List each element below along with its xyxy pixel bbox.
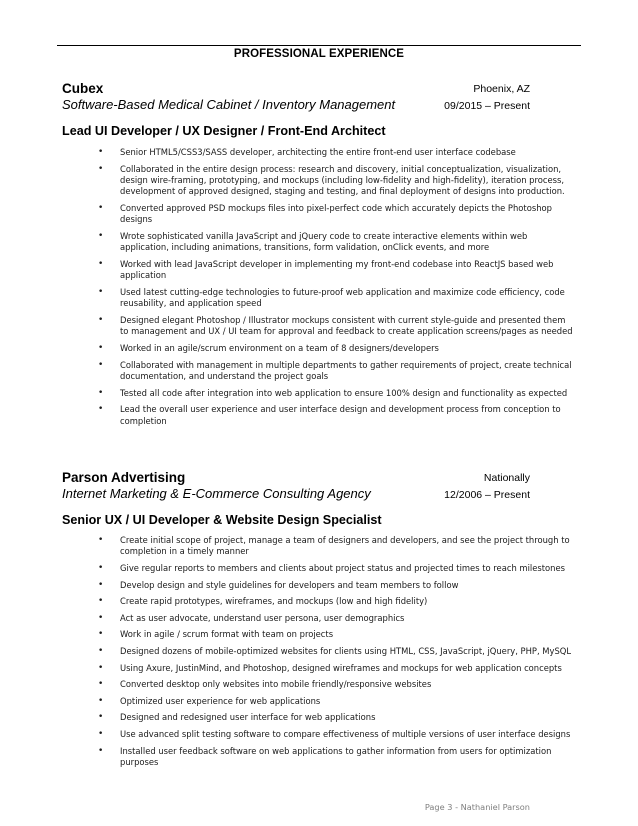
bullet-icon: • (98, 679, 104, 690)
company-name: Parson Advertising (62, 470, 186, 485)
company-tagline: Internet Marketing & E-Commerce Consulting Agency (62, 486, 371, 501)
bullet-text: Work in agile / scrum format with team on projects (120, 629, 334, 640)
bullet-item (0, 613, 575, 624)
bullet-text: Collaborated in the entire design process: research and discovery, initial conceptualization, visualization, design wire-framing, prototyping, and mockups (including low-fidelity and high-fidelity), iteration process, development of approved designed, staging and testing, and final deployment of designs into production. (120, 163, 565, 197)
bullet-text: Develop design and style guidelines for developers and team members to follow (120, 579, 459, 590)
bullet-icon: • (98, 695, 104, 706)
job-dates: 09/2015 – Present (444, 100, 530, 112)
bullet-item (0, 535, 575, 558)
bullet-icon: • (98, 728, 104, 739)
bullet-text: Designed dozens of mobile-optimized websites for clients using HTML, CSS, JavaScript, jQuery, PHP, MySQL (120, 645, 572, 656)
bullet-item (0, 596, 575, 607)
bullet-icon: • (98, 629, 104, 640)
bullet-icon: • (98, 596, 104, 607)
bullet-icon: • (98, 563, 104, 573)
bullet-icon: • (98, 315, 104, 325)
bullet-text: Lead the overall user experience and user interface design and development process from conception to completion (120, 404, 561, 426)
bullet-icon: • (98, 745, 104, 756)
bullet-item (0, 679, 575, 690)
bullet-icon: • (98, 231, 104, 241)
bullet-item (0, 696, 575, 707)
bullet-icon: • (98, 163, 104, 174)
job-role: Lead UI Developer / UX Designer / Front-End Architect (62, 124, 386, 138)
bullet-icon: • (98, 359, 104, 370)
bullet-icon: • (98, 712, 104, 723)
bullet-item (0, 746, 575, 769)
bullet-text: Wrote sophisticated vanilla JavaScript and jQuery code to create interactive elements within web application, including animations, transitions, form validation, onClick events, and more (120, 231, 528, 253)
bullet-item (0, 164, 575, 198)
bullet-text: Give regular reports to members and clients about project status and projected times to reach milestones (120, 563, 565, 573)
bullet-text: Converted approved PSD mockups files into pixel-perfect code which accurately depicts the Photoshop designs (120, 203, 552, 225)
bullet-icon: • (98, 404, 104, 415)
bullet-icon: • (98, 662, 104, 673)
bullet-text: Create initial scope of project, manage a team of designers and developers, and see the project through to completion in a timely manner (120, 535, 570, 557)
bullet-item (0, 203, 575, 226)
bullet-icon: • (98, 645, 104, 656)
bullet-icon: • (98, 259, 104, 269)
bullet-item (0, 563, 575, 574)
bullet-text: Designed and redesigned user interface for web applications (120, 712, 376, 723)
company-tagline: Software-Based Medical Cabinet / Inventory Management (62, 97, 396, 112)
bullet-icon: • (98, 535, 104, 545)
bullet-icon: • (98, 147, 104, 157)
job-dates: 12/2006 – Present (444, 489, 530, 501)
bullet-item (0, 388, 575, 399)
bullet-item (0, 287, 575, 310)
bullet-icon: • (98, 387, 104, 398)
bullet-item (0, 360, 575, 383)
bullet-item (0, 663, 575, 674)
bullet-text: Using Axure, JustinMind, and Photoshop, designed wireframes and mockups for web application concepts (120, 662, 562, 673)
bullet-item (0, 343, 575, 354)
bullet-item (0, 147, 575, 158)
section-title: PROFESSIONAL EXPERIENCE (233, 48, 405, 60)
bullet-text: Designed elegant Photoshop / Illustrator mockups consistent with current style-guide and presented them to management and UX / UI team for approval and feedback to create application screens/pages as needed (120, 315, 573, 337)
bullet-text: Collaborated with management in multiple departments to gather requirements of project, create technical documentation, and understand the project goals (120, 359, 572, 381)
bullet-item (0, 259, 575, 282)
bullet-item (0, 404, 575, 427)
bullet-icon: • (98, 579, 104, 590)
bullet-text: Installed user feedback software on web applications to gather information from users for optimization purposes (120, 745, 552, 767)
page-footer: Page 3 - Nathaniel Parson (424, 802, 530, 812)
bullet-item (0, 646, 575, 657)
bullet-item (0, 629, 575, 640)
bullet-text: Converted desktop only websites into mobile friendly/responsive websites (120, 679, 432, 690)
bullet-text: Create rapid prototypes, wireframes, and mockups (low and high fidelity) (120, 596, 428, 607)
job-role: Senior UX / UI Developer & Website Design Specialist (62, 513, 382, 527)
bullet-item (0, 231, 575, 254)
bullet-text: Senior HTML5/CSS3/SASS developer, architecting the entire front-end user interface codebase (120, 147, 516, 157)
bullet-text: Tested all code after integration into web application to ensure 100% design and functionality as expected (120, 387, 568, 398)
job-bullet-list (0, 535, 638, 774)
bullet-item (0, 315, 575, 338)
bullet-icon: • (98, 287, 104, 297)
header-rule (57, 45, 581, 46)
bullet-text: Worked in an agile/scrum environment on a team of 8 designers/developers (120, 343, 439, 353)
bullet-icon: • (98, 343, 104, 353)
bullet-icon: • (98, 612, 104, 623)
job-location: Nationally (483, 472, 530, 484)
bullet-item (0, 580, 575, 591)
job-bullet-list (0, 147, 638, 432)
bullet-text: Used latest cutting-edge technologies to future-proof web application and maximize code efficiency, code reusability, and application speed (120, 287, 565, 309)
bullet-item (0, 712, 575, 723)
bullet-item (0, 729, 575, 740)
bullet-icon: • (98, 203, 104, 213)
company-name: Cubex (62, 81, 104, 96)
bullet-text: Worked with lead JavaScript developer in implementing my front-end codebase into ReactJS based web application (120, 259, 554, 281)
bullet-text: Optimized user experience for web applications (120, 695, 321, 706)
bullet-text: Use advanced split testing software to compare effectiveness of multiple versions of user interface designs (120, 728, 571, 739)
bullet-text: Act as user advocate, understand user persona, user demographics (120, 612, 405, 623)
job-location: Phoenix, AZ (473, 83, 530, 95)
